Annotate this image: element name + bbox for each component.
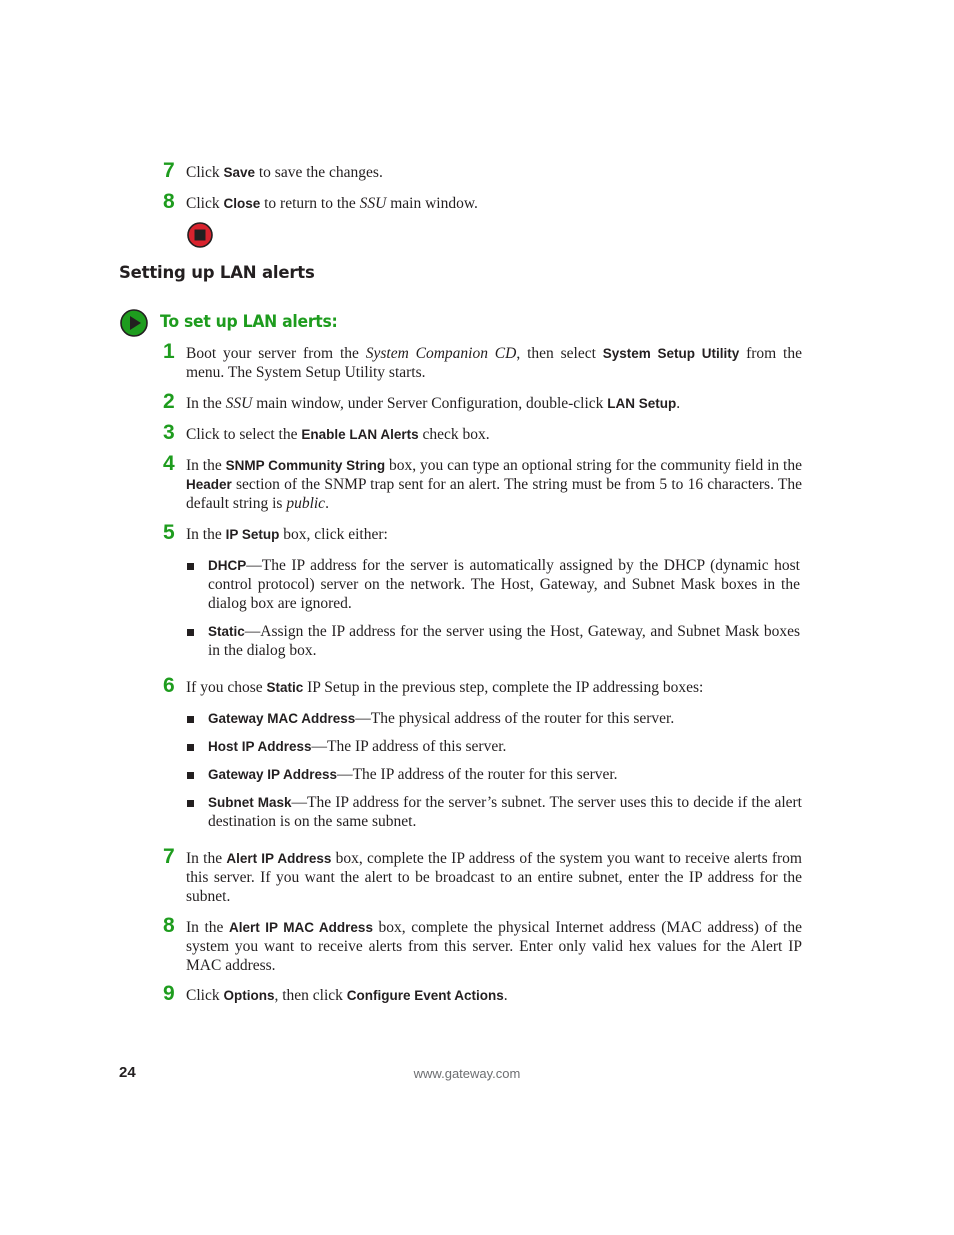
bullet-marker xyxy=(187,716,194,723)
step-text: Click Close to return to the SSU main window. xyxy=(186,195,478,212)
step-number: 9 xyxy=(163,982,175,1005)
play-arrow-icon xyxy=(120,309,148,337)
list-item: DHCP—The IP address for the server is automatically assigned by the DHCP (dynamic host control protocol) server on the network. The Host, Gateway, and Subnet Mask boxes in the dialog box are ignored. xyxy=(208,557,800,612)
footer-url: www.gateway.com xyxy=(413,1066,521,1081)
step-text: Click Options, then click Configure Event Actions. xyxy=(186,987,508,1004)
step-number: 2 xyxy=(163,390,175,413)
step-text: In the SNMP Community String box, you can type an optional string for the community field in the Header section of the SNMP trap sent for an alert. The string must be from 5 to 16 characters. The default string is public. xyxy=(186,457,802,512)
stop-icon xyxy=(187,222,213,248)
step-text: Click Save to save the changes. xyxy=(186,164,383,181)
step-text: In the SSU main window, under Server Configuration, double-click LAN Setup. xyxy=(186,395,681,412)
list-item: Gateway IP Address—The IP address of the router for this server. xyxy=(208,766,618,783)
bullet-marker xyxy=(187,629,194,636)
list-item: Host IP Address—The IP address of this server. xyxy=(208,738,507,755)
step-number: 5 xyxy=(163,521,175,544)
step-number: 8 xyxy=(163,914,175,937)
step-text: In the Alert IP MAC Address box, complete the physical Internet address (MAC address) of the system you want to receive alerts from this server. Enter only valid hex values for the Alert IP MAC address. xyxy=(186,919,802,974)
step-number: 7 xyxy=(163,159,175,182)
page-number: 24 xyxy=(119,1064,136,1081)
bullet-marker xyxy=(187,800,194,807)
bullet-marker xyxy=(187,563,194,570)
step-number: 6 xyxy=(163,674,175,697)
step-number: 4 xyxy=(163,452,175,475)
bullet-marker xyxy=(187,772,194,779)
step-text: In the Alert IP Address box, complete the IP address of the system you want to receive alerts from this server. If you want the alert to be broadcast to an entire subnet, enter the IP address for the subnet. xyxy=(186,850,802,905)
bullet-marker xyxy=(187,744,194,751)
list-item: Static—Assign the IP address for the server using the Host, Gateway, and Subnet Mask boxes in the dialog box. xyxy=(208,623,800,659)
step-number: 1 xyxy=(163,340,175,363)
step-number: 7 xyxy=(163,845,175,868)
step-text: Click to select the Enable LAN Alerts check box. xyxy=(186,426,490,443)
list-item: Gateway MAC Address—The physical address of the router for this server. xyxy=(208,710,675,727)
list-item: Subnet Mask—The IP address for the server’s subnet. The server uses this to decide if the alert destination is on the same subnet. xyxy=(208,794,802,830)
step-text: If you chose Static IP Setup in the previous step, complete the IP addressing boxes: xyxy=(186,679,704,696)
section-title: Setting up LAN alerts xyxy=(119,263,315,282)
step-number: 8 xyxy=(163,190,175,213)
step-number: 3 xyxy=(163,421,175,444)
step-text: In the IP Setup box, click either: xyxy=(186,526,388,543)
procedure-title: To set up LAN alerts: xyxy=(160,312,338,332)
step-text: Boot your server from the System Companion CD, then select System Setup Utility from the menu. The System Setup Utility starts. xyxy=(186,345,802,381)
